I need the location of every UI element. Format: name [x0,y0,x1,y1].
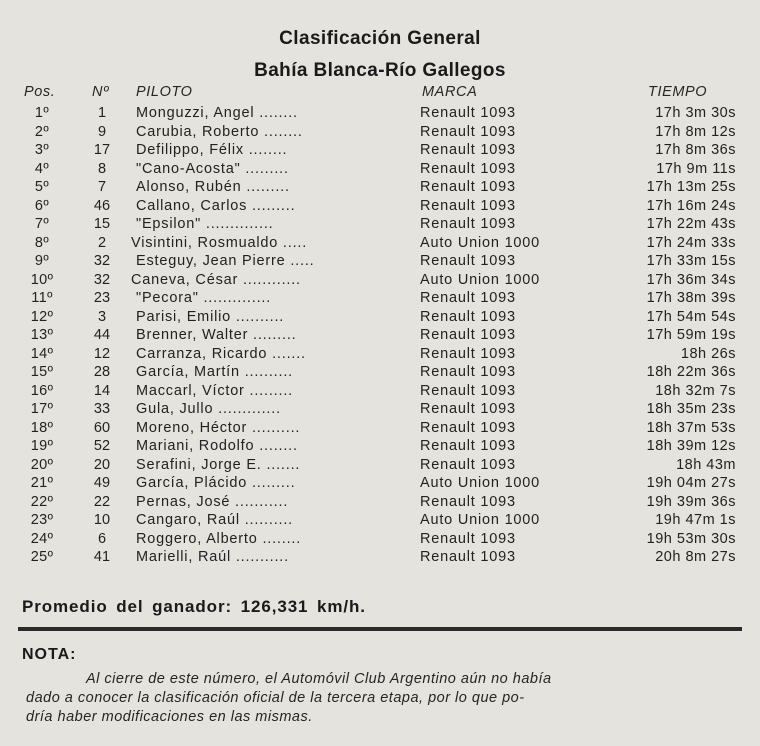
time-cell: 19h 04m 27s [646,475,736,491]
time-cell: 17h 59m 19s [646,327,736,343]
pilot-cell: Roggero, Alberto ........ [136,530,302,547]
brand-cell: Renault 1093 [420,530,516,547]
note-line: dado a conocer la clasificación oficial de la tercera etapa, por lo que po- [26,690,525,706]
brand-cell: Renault 1093 [420,105,516,121]
brand-cell: Renault 1093 [420,438,516,454]
number-cell: 10 [93,512,111,528]
time-cell: 17h 38m 39s [646,290,736,306]
position-cell: 15º [30,364,54,380]
pilot-cell: Defilippo, Félix ........ [136,142,288,158]
brand-cell: Renault 1093 [420,160,516,177]
time-cell: 17h 8m 36s [655,142,736,158]
number-cell: 15 [93,216,111,232]
column-header-brand: MARCA [422,84,478,100]
pilot-cell: Mariani, Rodolfo ........ [136,438,298,454]
table-row [0,493,760,512]
table-row [0,308,760,327]
brand-cell: Renault 1093 [420,327,516,343]
title-block [0,26,760,84]
table-row [0,160,760,179]
number-cell: 1 [97,105,107,121]
brand-cell: Renault 1093 [420,382,516,399]
position-cell: 20º [30,456,54,473]
pilot-cell: "Epsilon" .............. [136,216,274,232]
column-header-num: Nº [92,84,109,100]
time-cell: 17h 3m 30s [655,105,736,121]
brand-cell: Renault 1093 [420,123,516,140]
time-cell: 19h 47m 1s [655,512,736,528]
table-row [0,511,760,530]
table-row [0,252,760,271]
position-cell: 6º [34,197,50,214]
table-row [0,474,760,493]
brand-cell: Renault 1093 [420,345,516,362]
position-cell: 21º [30,475,54,491]
time-cell: 18h 35m 23s [646,401,736,417]
table-row [0,548,760,567]
time-cell: 17h 33m 15s [646,253,736,269]
pilot-cell: Caneva, César ............ [131,271,301,288]
pilot-cell: Callano, Carlos ......... [136,197,296,214]
position-cell: 11º [31,290,53,306]
time-cell: 18h 37m 53s [646,419,736,436]
brand-cell: Renault 1093 [420,549,516,565]
time-cell: 17h 13m 25s [646,179,736,195]
time-cell: 18h 43m [676,456,736,473]
pilot-cell: Carubia, Roberto ........ [136,123,303,140]
pilot-cell: Brenner, Walter ......... [136,327,297,343]
brand-cell: Auto Union 1000 [420,271,541,288]
table-row [0,437,760,456]
page-title: Clasificación General [279,28,481,49]
position-cell: 24º [30,530,54,547]
position-cell: 9º [34,253,50,269]
position-cell: 17º [30,401,54,417]
table-row [0,400,760,419]
brand-cell: Renault 1093 [420,493,516,510]
number-cell: 14 [93,382,111,399]
number-cell: 8 [97,160,107,177]
brand-cell: Renault 1093 [420,456,516,473]
column-header-time: TIEMPO [648,84,708,100]
column-header-pos: Pos. [24,84,56,100]
pilot-cell: Alonso, Rubén ......... [136,179,290,195]
number-cell: 33 [93,401,111,417]
divider [18,627,742,631]
position-cell: 1º [34,105,50,121]
brand-cell: Renault 1093 [420,142,516,158]
table-row [0,419,760,438]
time-cell: 18h 26s [680,345,736,362]
position-cell: 3º [34,142,50,158]
brand-cell: Auto Union 1000 [420,234,541,251]
note-line: Al cierre de este número, el Automóvil Club Argentino aún no había [86,671,552,687]
pilot-cell: Pernas, José ........... [136,493,289,510]
number-cell: 20 [93,456,111,473]
number-cell: 7 [97,179,107,195]
brand-cell: Renault 1093 [420,401,516,417]
position-cell: 10º [30,271,54,288]
table-row [0,363,760,382]
time-cell: 19h 39m 36s [646,493,736,510]
table-row [0,289,760,308]
number-cell: 22 [93,493,111,510]
table-row [0,326,760,345]
brand-cell: Renault 1093 [420,419,516,436]
time-cell: 19h 53m 30s [646,530,736,547]
pilot-cell: Visintini, Rosmualdo ..... [131,234,308,251]
column-header-pilot: PILOTO [136,84,193,100]
number-cell: 3 [97,308,107,325]
pilot-cell: Moreno, Héctor .......... [136,419,301,436]
pilot-cell: Cangaro, Raúl .......... [136,512,294,528]
table-row [0,234,760,253]
table-row [0,123,760,142]
pilot-cell: García, Martín .......... [136,364,293,380]
table-row [0,141,760,160]
table-row [0,382,760,401]
note-text [26,670,738,727]
position-cell: 13º [30,327,54,343]
time-cell: 20h 8m 27s [655,549,736,565]
time-cell: 17h 54m 54s [646,308,736,325]
table-row [0,197,760,216]
table-row [0,530,760,549]
time-cell: 17h 9m 11s [656,160,736,177]
position-cell: 25º [30,549,54,565]
pilot-cell: Gula, Jullo ............. [136,401,281,417]
time-cell: 17h 8m 12s [655,123,736,140]
table-row [0,104,760,123]
time-cell: 18h 32m 7s [655,382,736,399]
time-cell: 17h 22m 43s [646,216,736,232]
winner-average: Promedio del ganador: 126,331 km/h. [22,597,366,616]
time-cell: 18h 39m 12s [646,438,736,454]
position-cell: 4º [34,160,50,177]
position-cell: 12º [30,308,54,325]
number-cell: 23 [93,290,111,306]
table-row [0,345,760,364]
number-cell: 6 [97,530,107,547]
pilot-cell: Serafini, Jorge E. ....... [136,456,301,473]
time-cell: 18h 22m 36s [646,364,736,380]
brand-cell: Renault 1093 [420,308,516,325]
position-cell: 22º [30,493,54,510]
number-cell: 44 [93,327,111,343]
brand-cell: Auto Union 1000 [420,475,541,491]
number-cell: 52 [93,438,111,454]
pilot-cell: Maccarl, Víctor ......... [136,382,293,399]
number-cell: 12 [93,345,111,362]
position-cell: 14º [30,345,54,362]
position-cell: 19º [30,438,54,454]
note-line: dría haber modificaciones en las mismas. [26,709,313,725]
time-cell: 17h 24m 33s [646,234,736,251]
position-cell: 2º [34,123,50,140]
number-cell: 32 [93,253,111,269]
number-cell: 46 [93,197,111,214]
pilot-cell: "Pecora" .............. [136,290,272,306]
number-cell: 49 [93,475,111,491]
table-row [0,178,760,197]
time-cell: 17h 36m 34s [646,271,736,288]
time-cell: 17h 16m 24s [646,197,736,214]
brand-cell: Renault 1093 [420,197,516,214]
pilot-cell: Parisi, Emilio .......... [136,308,285,325]
number-cell: 28 [93,364,111,380]
number-cell: 41 [93,549,111,565]
pilot-cell: Carranza, Ricardo ....... [136,345,306,362]
note-label: NOTA: [22,646,77,663]
brand-cell: Renault 1093 [420,179,516,195]
brand-cell: Auto Union 1000 [420,512,541,528]
number-cell: 32 [93,271,111,288]
number-cell: 17 [93,142,111,158]
table-row [0,215,760,234]
pilot-cell: Monguzzi, Angel ........ [136,105,298,121]
number-cell: 2 [97,234,107,251]
position-cell: 23º [30,512,54,528]
brand-cell: Renault 1093 [420,216,516,232]
pilot-cell: García, Plácido ......... [136,475,296,491]
pilot-cell: "Cano-Acosta" ......... [136,160,289,177]
brand-cell: Renault 1093 [420,364,516,380]
position-cell: 7º [34,216,50,232]
pilot-cell: Esteguy, Jean Pierre ..... [136,253,315,269]
position-cell: 8º [34,234,50,251]
table-row [0,271,760,290]
number-cell: 60 [93,419,111,436]
position-cell: 18º [30,419,54,436]
number-cell: 9 [97,123,107,140]
position-cell: 16º [30,382,54,399]
brand-cell: Renault 1093 [420,253,516,269]
position-cell: 5º [34,179,50,195]
results-table [0,104,760,567]
page-subtitle: Bahía Blanca-Río Gallegos [254,60,506,81]
brand-cell: Renault 1093 [420,290,516,306]
table-row [0,456,760,475]
pilot-cell: Marielli, Raúl ........... [136,549,289,565]
